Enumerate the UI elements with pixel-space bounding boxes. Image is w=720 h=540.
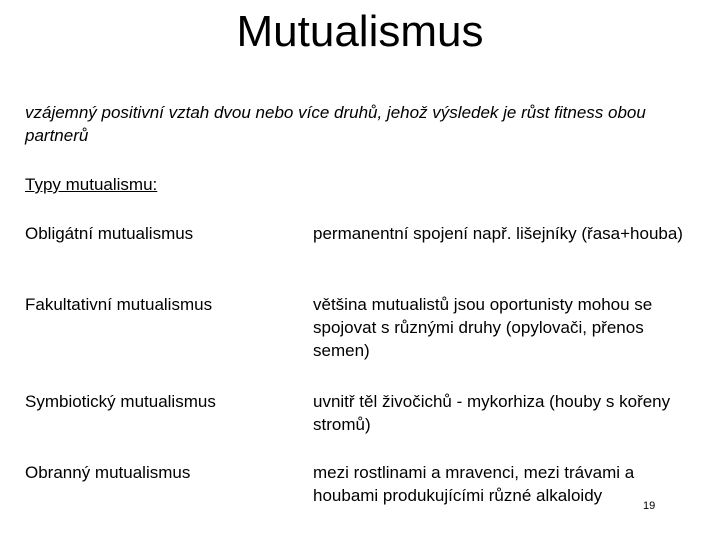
type-description-facultative: většina mutualistů jsou oportunisty mohou se spojovat s různými druhy (opylovači, přenos semen) xyxy=(313,295,653,360)
slide-title: Mutualismus xyxy=(236,7,484,56)
type-term-facultative: Fakultativní mutualismus xyxy=(25,295,213,314)
type-term-obligate: Obligátní mutualismus xyxy=(25,224,194,243)
type-description-obligate: permanentní spojení např. lišejníky (řasa+houba) xyxy=(313,224,683,243)
type-description-defensive: mezi rostlinami a mravenci, mezi trávami a houbami produkujícími různé alkaloidy xyxy=(313,463,635,505)
definition-text: vzájemný positivní vztah dvou nebo více druhů, jehož výsledek je růst fitness obou partnerů xyxy=(25,103,646,145)
types-heading: Typy mutualismu: xyxy=(25,175,158,194)
type-term-defensive: Obranný mutualismus xyxy=(25,463,191,482)
type-term-symbiotic: Symbiotický mutualismus xyxy=(25,392,216,411)
type-description-symbiotic: uvnitř těl živočichů - mykorhiza (houby s kořeny stromů) xyxy=(313,392,671,434)
slide-number: 19 xyxy=(643,500,656,512)
